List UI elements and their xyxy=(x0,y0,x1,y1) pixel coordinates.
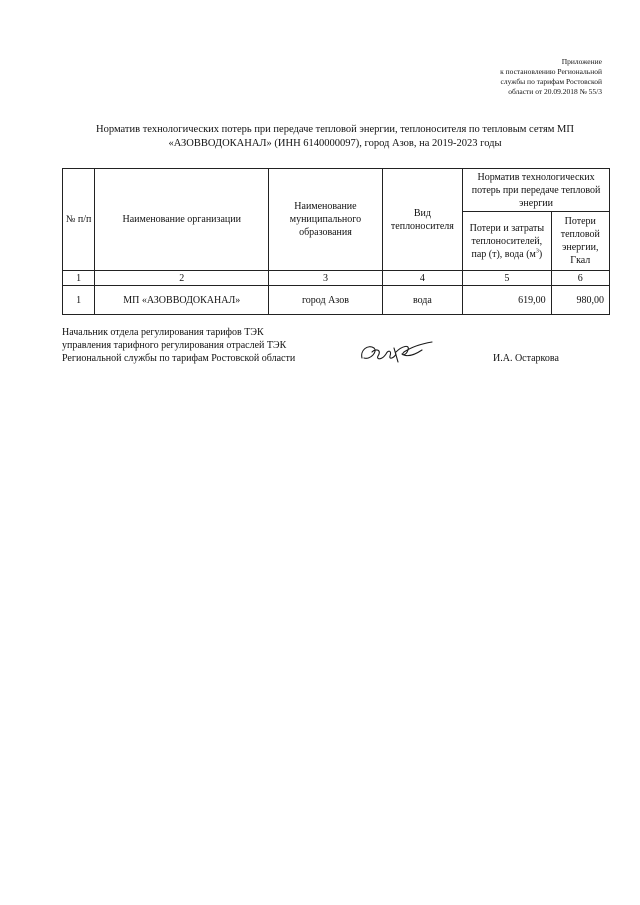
title-line-2: «АЗОВВОДОКАНАЛ» (ИНН 6140000097), город Азов, на 2019-2023 годы xyxy=(168,138,502,149)
column-number: 2 xyxy=(95,271,269,286)
norm-table xyxy=(62,168,610,315)
appendix-line: Приложение xyxy=(561,57,602,66)
column-number: 1 xyxy=(63,271,95,286)
column-number-row xyxy=(63,271,610,286)
column-number: 5 xyxy=(463,271,551,286)
appendix-line: области от 20.09.2018 № 55/3 xyxy=(508,87,602,96)
cell-carrier: вода xyxy=(382,286,462,315)
cell-org: МП «АЗОВВОДОКАНАЛ» xyxy=(95,286,269,315)
column-number: 6 xyxy=(551,271,609,286)
column-number: 3 xyxy=(269,271,382,286)
handwritten-signature-icon xyxy=(358,338,438,368)
cell-losses-carrier: 619,00 xyxy=(463,286,551,315)
cell-num: 1 xyxy=(63,286,95,315)
document-title xyxy=(60,123,610,151)
header-losses-carrier xyxy=(463,212,551,271)
header-org: Наименование организации xyxy=(95,169,269,271)
signer-name: И.А. Остаркова xyxy=(493,353,559,364)
column-number: 4 xyxy=(382,271,462,286)
header-losses-carrier-text: Потери и затраты теплоносителей, пар (т), вода (м xyxy=(469,222,545,260)
appendix-line: службы по тарифам Ростовской xyxy=(500,77,602,86)
header-losses-carrier-end: ) xyxy=(538,248,543,260)
header-municipality: Наименование муниципального образования xyxy=(269,169,382,271)
signer-line: Региональной службы по тарифам Ростовской области xyxy=(62,353,296,364)
header-carrier: Вид теплоносителя xyxy=(382,169,462,271)
cell-losses-heat: 980,00 xyxy=(551,286,609,315)
header-losses-carrier-sup: 3 xyxy=(535,248,539,255)
signer-line: Начальник отдела регулирования тарифов ТЭК xyxy=(62,327,264,338)
signer-line: управления тарифного регулирования отраслей ТЭК xyxy=(62,340,287,351)
appendix-line: к постановлению Региональной xyxy=(500,67,602,76)
title-line-1: Норматив технологических потерь при передаче тепловой энергии, теплоносителя по тепловым сетям МП xyxy=(96,124,574,135)
cell-municipality: город Азов xyxy=(269,286,382,315)
table-header-row xyxy=(63,169,610,212)
header-losses-heat: Потери тепловой энергии, Гкал xyxy=(551,212,609,271)
header-num: № п/п xyxy=(63,169,95,271)
signer-position xyxy=(62,326,352,365)
table-row xyxy=(63,286,610,315)
header-norm-group: Норматив технологических потерь при передаче тепловой энергии xyxy=(463,169,610,212)
appendix-note xyxy=(402,57,602,97)
